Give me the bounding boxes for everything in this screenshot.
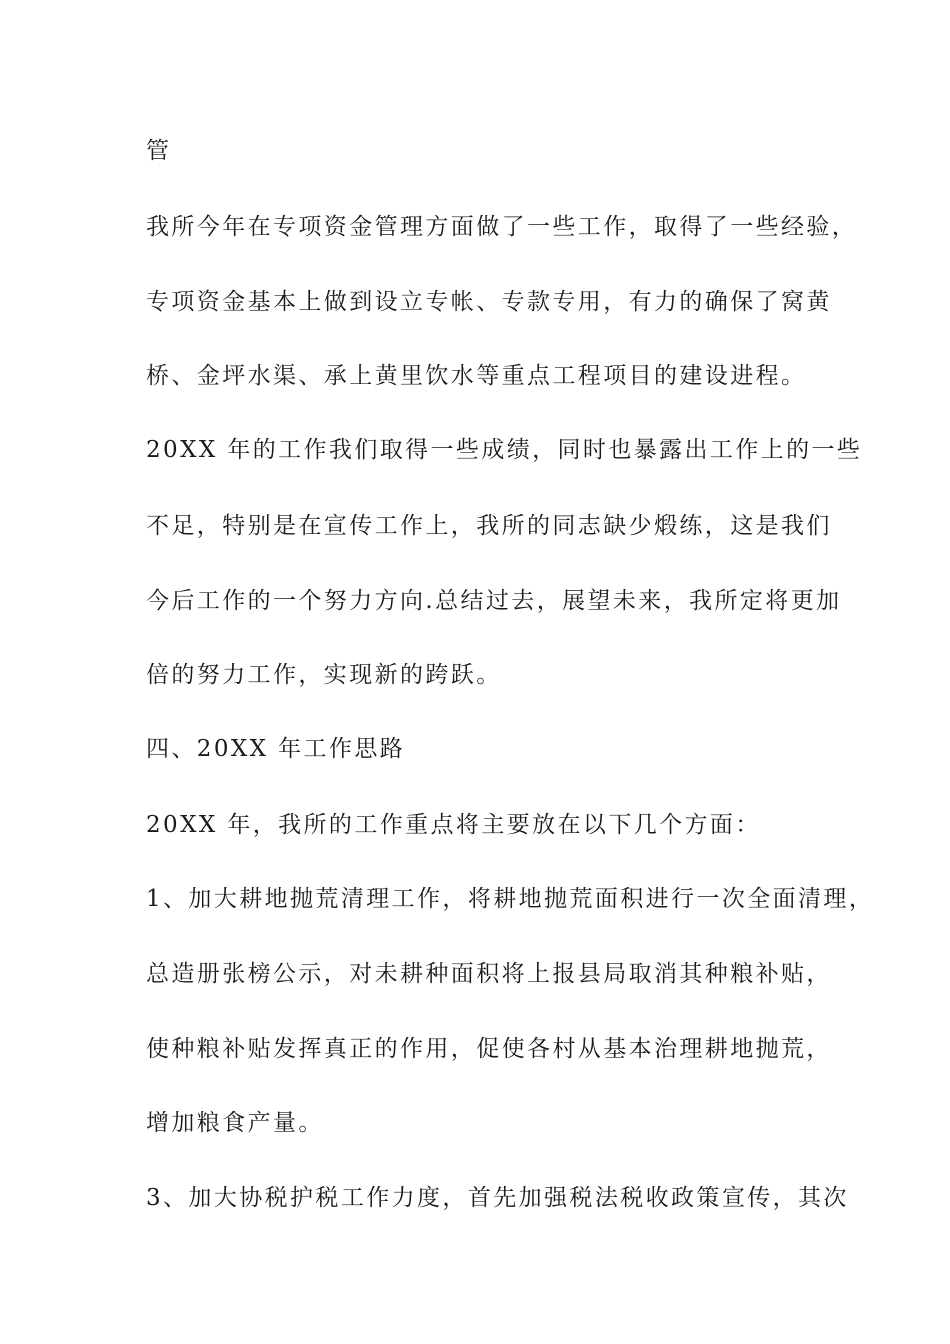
text-line: 专项资金基本上做到设立专帐、专款专用，有力的确保了窝黄 xyxy=(146,289,832,315)
text-line: 20XX 年的工作我们取得一些成绩，同时也暴露出工作上的一些 xyxy=(146,437,863,463)
text-line: 今后工作的一个努力方向.总结过去，展望未来，我所定将更加 xyxy=(146,588,842,614)
text-line: 1、加大耕地抛荒清理工作，将耕地抛荒面积进行一次全面清理， xyxy=(146,886,875,912)
text-line: 20XX 年，我所的工作重点将主要放在以下几个方面： xyxy=(146,812,761,838)
text-line: 桥、金坪水渠、承上黄里饮水等重点工程项目的建设进程。 xyxy=(146,363,807,389)
text-line: 我所今年在专项资金管理方面做了一些工作，取得了一些经验， xyxy=(146,214,858,240)
text-line: 增加粮食产量。 xyxy=(146,1110,324,1136)
text-line: 倍的努力工作，实现新的跨跃。 xyxy=(146,662,502,688)
text-line: 总造册张榜公示，对未耕种面积将上报县局取消其种粮补贴， xyxy=(146,961,832,987)
section-heading: 四、20XX 年工作思路 xyxy=(146,736,406,762)
text-line: 管 xyxy=(146,138,172,164)
text-line: 3、加大协税护税工作力度，首先加强税法税收政策宣传，其次 xyxy=(146,1185,849,1211)
text-line: 使种粮补贴发挥真正的作用，促使各村从基本治理耕地抛荒， xyxy=(146,1036,832,1062)
text-line: 不足，特别是在宣传工作上，我所的同志缺少煅练，这是我们 xyxy=(146,513,832,539)
